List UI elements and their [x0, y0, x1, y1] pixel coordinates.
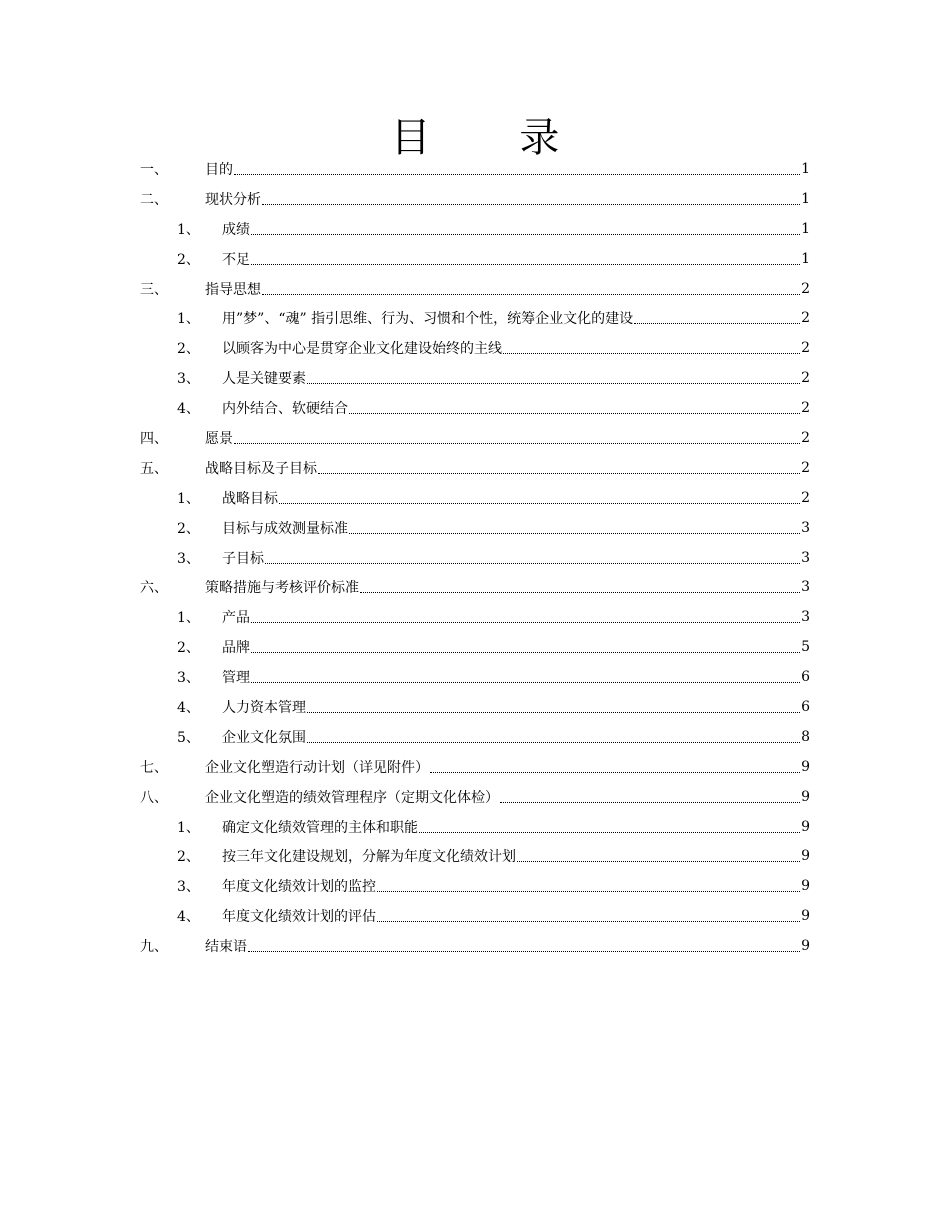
- toc-entry-label: 企业文化塑造的绩效管理程序（定期文化体检）: [205, 789, 499, 806]
- toc-entry[interactable]: [140, 812, 810, 842]
- toc-dot-leader: [377, 920, 800, 922]
- toc-entry-number: 5、: [177, 729, 200, 746]
- toc-entry-label: 成绩: [222, 221, 250, 238]
- toc-entry[interactable]: [140, 871, 810, 901]
- toc-dot-leader: [248, 950, 800, 952]
- toc-dot-leader: [265, 562, 800, 564]
- toc-entry-number: 三、: [140, 281, 168, 298]
- toc-dot-leader: [349, 412, 800, 414]
- toc-entry-number: 1、: [177, 819, 200, 836]
- toc-dot-leader: [279, 502, 800, 504]
- toc-entry-page-number: 2: [801, 340, 810, 357]
- toc-entry[interactable]: [140, 782, 810, 812]
- toc-entry-number: 五、: [140, 460, 168, 477]
- toc-dot-leader: [307, 711, 800, 713]
- toc-entry-label: 人是关键要素: [222, 371, 306, 388]
- toc-dot-leader: [251, 233, 800, 235]
- toc-dot-leader: [262, 203, 800, 205]
- toc-entry[interactable]: [140, 662, 810, 692]
- toc-entry-number: 1、: [177, 610, 200, 627]
- toc-entry[interactable]: [140, 602, 810, 632]
- toc-dot-leader: [503, 352, 800, 354]
- toc-entry-label: 企业文化塑造行动计划（详见附件）: [205, 759, 429, 776]
- toc-dot-leader: [360, 591, 800, 593]
- toc-entry-page-number: 2: [801, 429, 810, 446]
- toc-entry-label: 战略目标及子目标: [205, 460, 317, 477]
- toc-entry-page-number: 2: [801, 370, 810, 387]
- toc-entry-label: 策略措施与考核评价标准: [205, 580, 359, 597]
- toc-entry-page-number: 9: [801, 818, 810, 835]
- toc-dot-leader: [234, 173, 800, 175]
- toc-entry[interactable]: [140, 154, 810, 184]
- toc-entry-number: 二、: [140, 191, 168, 208]
- toc-entry[interactable]: [140, 423, 810, 453]
- toc-entry-number: 2、: [177, 520, 200, 537]
- toc-entry-page-number: 8: [801, 728, 810, 745]
- toc-entry-label: 用”梦”、“魂” 指引思维、行为、习惯和个性，统筹企业文化的建设: [222, 311, 634, 328]
- toc-entry-page-number: 2: [801, 459, 810, 476]
- toc-dot-leader: [234, 442, 800, 444]
- toc-entry-page-number: 3: [801, 549, 810, 566]
- toc-entry-number: 2、: [177, 251, 200, 268]
- toc-entry-label: 子目标: [222, 550, 264, 567]
- toc-entry[interactable]: [140, 333, 810, 363]
- toc-entry-number: 4、: [177, 401, 200, 418]
- toc-entry-number: 3、: [177, 670, 200, 687]
- toc-entry-page-number: 1: [801, 160, 810, 177]
- toc-entry[interactable]: [140, 513, 810, 543]
- toc-entry-label: 产品: [222, 610, 250, 627]
- toc-entry-label: 愿景: [205, 430, 233, 447]
- toc-entry[interactable]: [140, 274, 810, 304]
- toc-entry-page-number: 1: [801, 250, 810, 267]
- toc-entry[interactable]: [140, 752, 810, 782]
- toc-dot-leader: [419, 831, 800, 833]
- toc-entry-label: 人力资本管理: [222, 699, 306, 716]
- toc-entry-page-number: 2: [801, 400, 810, 417]
- toc-dot-leader: [251, 681, 800, 683]
- toc-entry-number: 3、: [177, 371, 200, 388]
- toc-entry-page-number: 1: [801, 220, 810, 237]
- toc-dot-leader: [377, 890, 800, 892]
- toc-entry-number: 4、: [177, 699, 200, 716]
- toc-title: 目 录: [390, 115, 598, 161]
- toc-entry-page-number: 9: [801, 878, 810, 895]
- toc-entry-label: 内外结合、软硬结合: [222, 401, 348, 418]
- toc-entry[interactable]: [140, 931, 810, 961]
- toc-entry-number: 3、: [177, 879, 200, 896]
- toc-entry-number: 四、: [140, 430, 168, 447]
- toc-entry-label: 指导思想: [205, 281, 261, 298]
- toc-entry-page-number: 9: [801, 848, 810, 865]
- toc-dot-leader: [517, 860, 800, 862]
- toc-entry-page-number: 2: [801, 489, 810, 506]
- toc-entry-label: 确定文化绩效管理的主体和职能: [222, 819, 418, 836]
- toc-dot-leader: [262, 293, 800, 295]
- toc-entry-label: 目标与成效测量标准: [222, 520, 348, 537]
- toc-entry-number: 2、: [177, 849, 200, 866]
- toc-entry[interactable]: [140, 483, 810, 513]
- toc-entry-number: 3、: [177, 550, 200, 567]
- toc-entry-number: 一、: [140, 161, 168, 178]
- toc-dot-leader: [307, 741, 800, 743]
- toc-entry-page-number: 2: [801, 280, 810, 297]
- toc-entry[interactable]: [140, 572, 810, 602]
- toc-entry-number: 1、: [177, 311, 200, 328]
- toc-entry-label: 品牌: [222, 640, 250, 657]
- toc-entry-number: 九、: [140, 939, 168, 956]
- toc-entry[interactable]: [140, 692, 810, 722]
- toc-entry-label: 以顾客为中心是贯穿企业文化建设始终的主线: [222, 341, 502, 358]
- toc-entry-page-number: 2: [801, 310, 810, 327]
- toc-entry-page-number: 9: [801, 758, 810, 775]
- toc-entry[interactable]: [140, 722, 810, 752]
- toc-dot-leader: [634, 322, 800, 324]
- toc-entry-label: 结束语: [205, 939, 247, 956]
- toc-entry[interactable]: [140, 363, 810, 393]
- toc-entry-page-number: 5: [801, 639, 810, 656]
- toc-dot-leader: [430, 771, 800, 773]
- toc-entry-number: 2、: [177, 640, 200, 657]
- toc-entry-page-number: 9: [801, 908, 810, 925]
- toc-entry-label: 管理: [222, 670, 250, 687]
- toc-entry-label: 不足: [222, 251, 250, 268]
- toc-entry-page-number: 9: [801, 938, 810, 955]
- toc-dot-leader: [318, 472, 800, 474]
- toc-entry-label: 现状分析: [205, 191, 261, 208]
- toc-entry[interactable]: [140, 901, 810, 931]
- toc-entry[interactable]: [140, 303, 810, 333]
- toc-dot-leader: [500, 801, 800, 803]
- toc-entry-page-number: 3: [801, 579, 810, 596]
- toc-entry-number: 八、: [140, 789, 168, 806]
- toc-entry[interactable]: [140, 632, 810, 662]
- toc-dot-leader: [251, 651, 800, 653]
- toc-entry-number: 1、: [177, 490, 200, 507]
- toc-entry-label: 年度文化绩效计划的评估: [222, 909, 376, 926]
- toc-entry-page-number: 6: [801, 669, 810, 686]
- toc-entry-number: 2、: [177, 341, 200, 358]
- toc-entry-label: 按三年文化建设规划，分解为年度文化绩效计划: [222, 849, 516, 866]
- toc-entry-number: 1、: [177, 221, 200, 238]
- toc-entry-number: 六、: [140, 580, 168, 597]
- toc-entry[interactable]: [140, 184, 810, 214]
- toc-entry-number: 4、: [177, 909, 200, 926]
- toc-entry[interactable]: [140, 453, 810, 483]
- toc-entry-page-number: 9: [801, 788, 810, 805]
- toc-entry-page-number: 3: [801, 609, 810, 626]
- toc-entry-label: 战略目标: [222, 490, 278, 507]
- toc-dot-leader: [251, 263, 800, 265]
- toc-dot-leader: [307, 382, 800, 384]
- toc-list: [140, 154, 810, 961]
- toc-entry[interactable]: [140, 214, 810, 244]
- toc-dot-leader: [251, 621, 800, 623]
- toc-entry-page-number: 6: [801, 698, 810, 715]
- toc-dot-leader: [349, 532, 800, 534]
- toc-entry[interactable]: [140, 543, 810, 573]
- toc-entry-number: 七、: [140, 759, 168, 776]
- toc-entry-page-number: 3: [801, 519, 810, 536]
- toc-entry[interactable]: [140, 393, 810, 423]
- toc-entry-label: 年度文化绩效计划的监控: [222, 879, 376, 896]
- toc-entry-label: 目的: [205, 161, 233, 178]
- toc-entry-label: 企业文化氛围: [222, 729, 306, 746]
- toc-entry-page-number: 1: [801, 190, 810, 207]
- toc-entry[interactable]: [140, 841, 810, 871]
- toc-entry[interactable]: [140, 244, 810, 274]
